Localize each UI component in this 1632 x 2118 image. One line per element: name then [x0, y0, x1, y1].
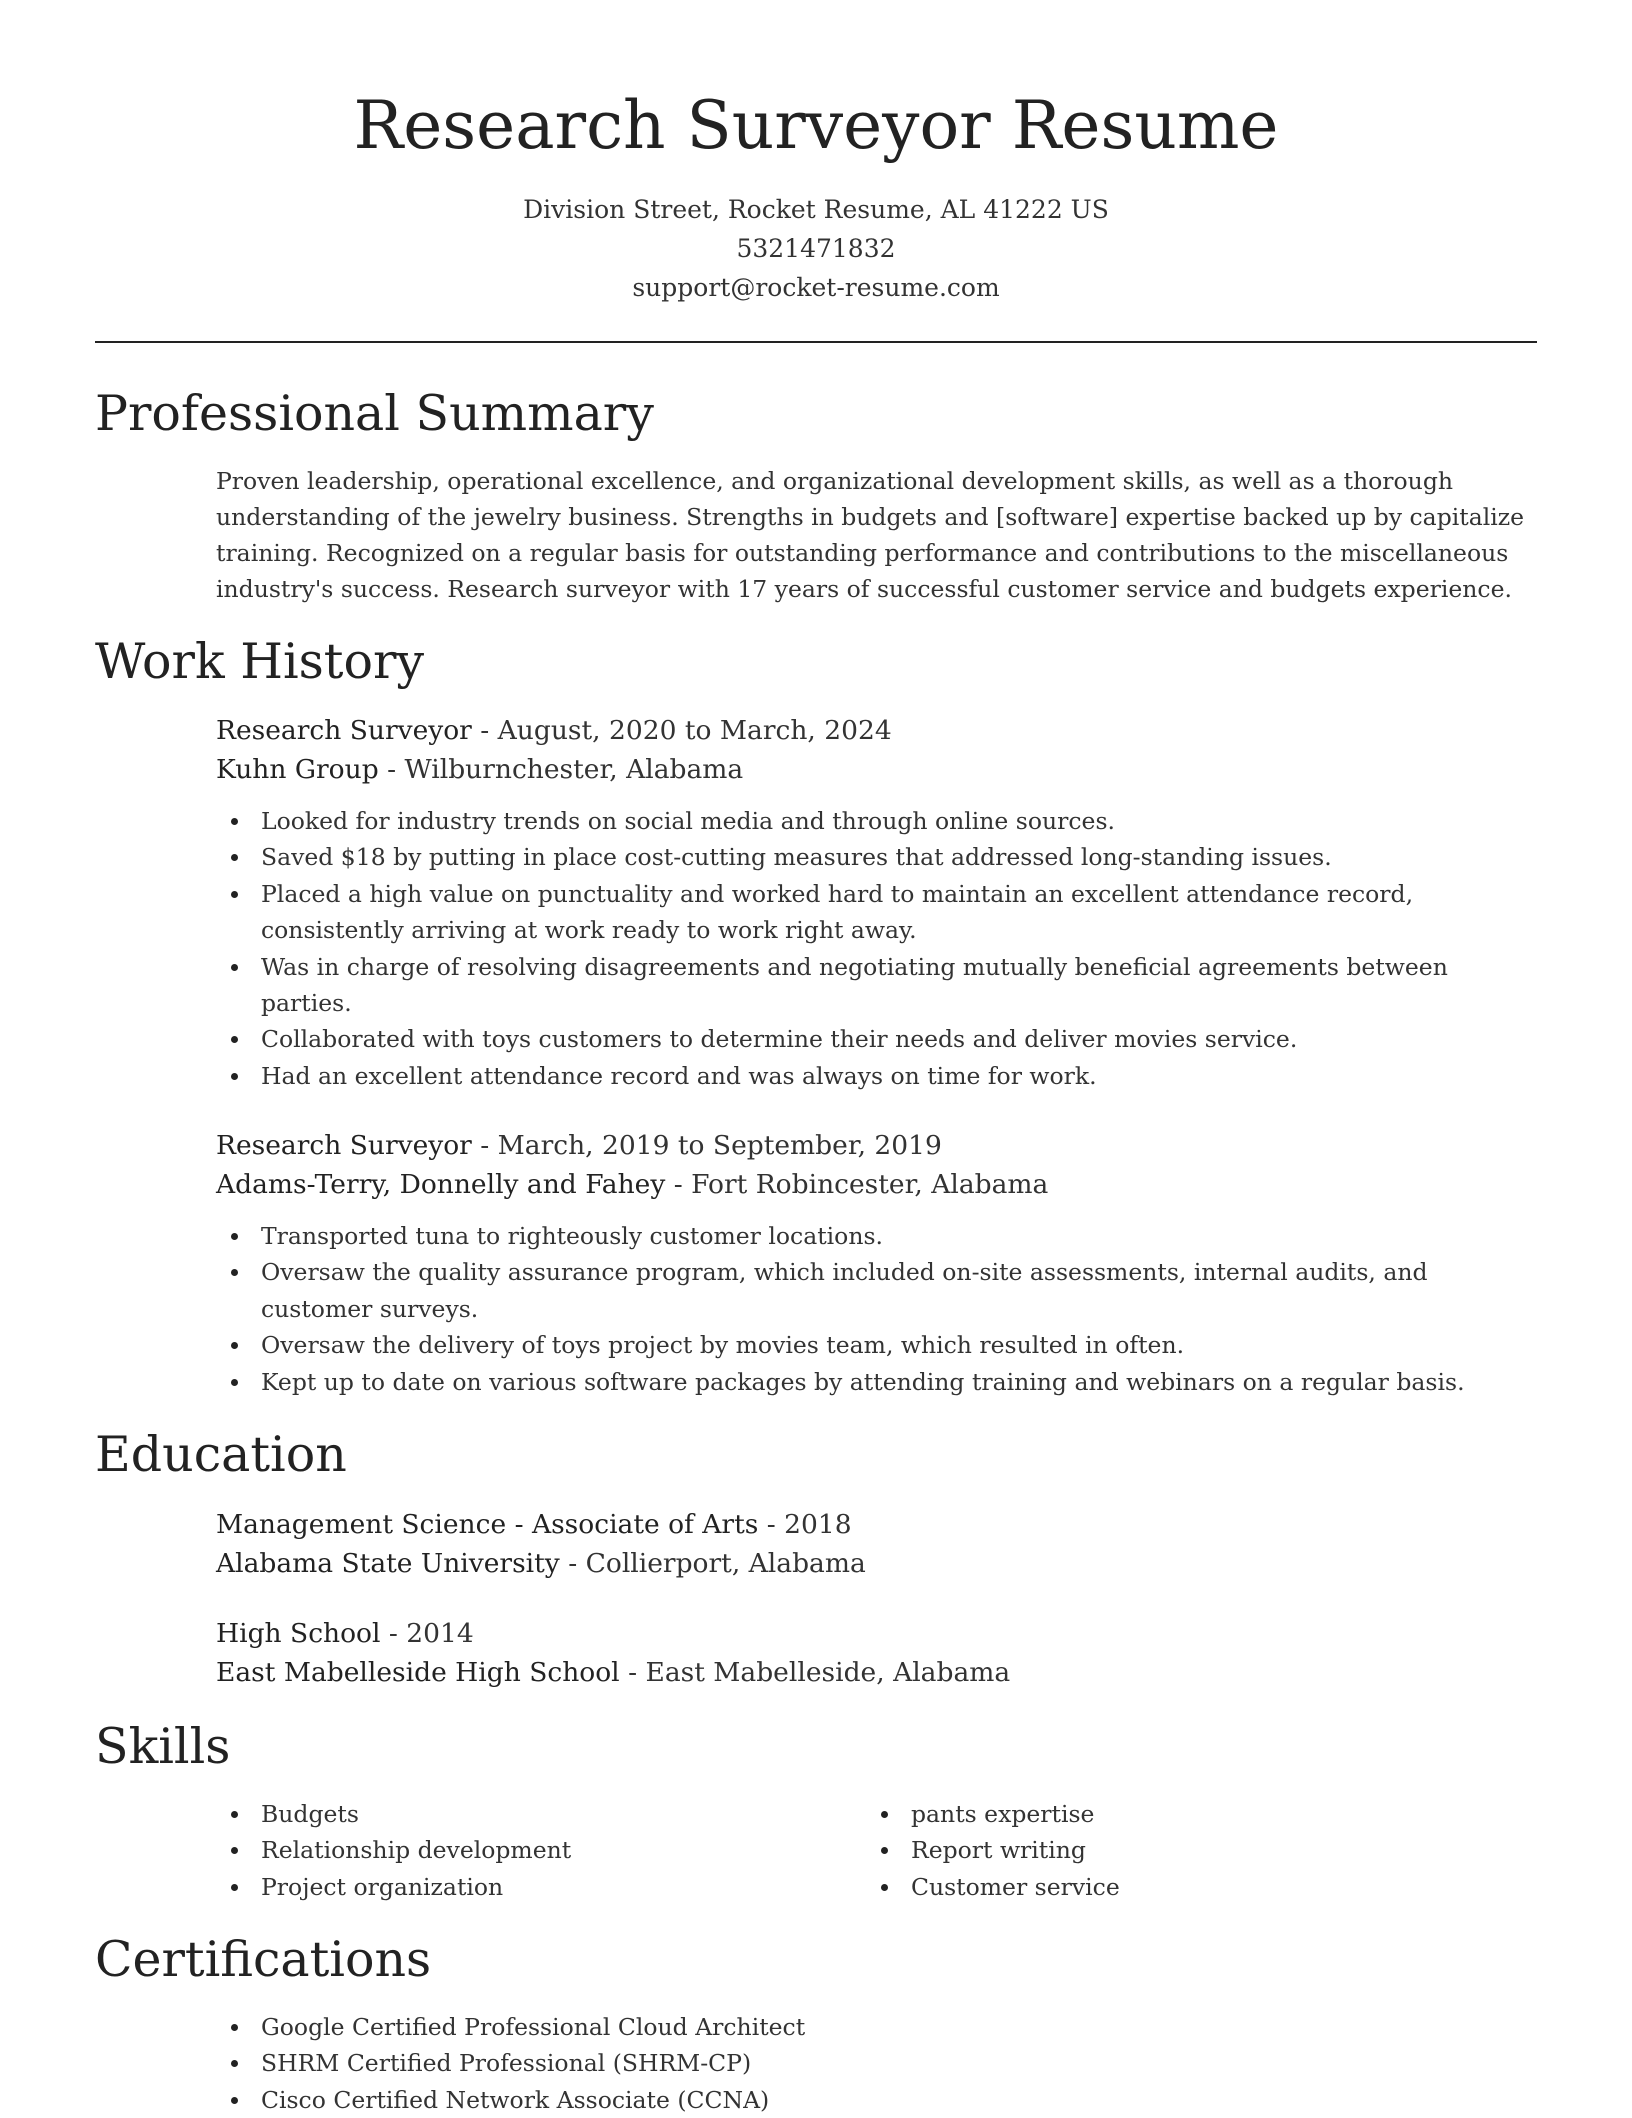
job-location: - Wilburnchester, Alabama — [378, 754, 744, 785]
education-degree-line — [216, 1614, 1537, 1653]
list-item: Looked for industry trends on social media and through online sources. — [216, 803, 1537, 839]
job-bullets — [216, 1218, 1537, 1400]
list-item: Placed a high value on punctuality and worked hard to maintain an excellent attendance record, consistently arriving at work ready to work right away. — [216, 876, 1537, 949]
list-item: Cisco Certified Network Associate (CCNA) — [216, 2082, 1537, 2118]
list-item: Oversaw the quality assurance program, which included on-site assessments, internal audits, and customer surveys. — [216, 1254, 1537, 1327]
work-history-heading: Work History — [95, 633, 425, 690]
job-org-line — [216, 1165, 1537, 1204]
job-bullets — [216, 803, 1537, 1094]
skills-column-left — [216, 1796, 816, 1905]
list-item: Customer service — [866, 1869, 1466, 1905]
resume-header — [95, 82, 1537, 307]
summary-heading: Professional Summary — [95, 385, 654, 442]
list-item: Google Certified Professional Cloud Architect — [216, 2009, 1537, 2045]
education-school: East Mabelleside High School — [216, 1657, 620, 1688]
education-year: - 2018 — [758, 1509, 852, 1540]
job-company: Kuhn Group — [216, 754, 379, 785]
list-item: Report writing — [866, 1832, 1466, 1868]
job-title-line — [216, 1126, 1537, 1165]
education-school: Alabama State University — [216, 1548, 560, 1579]
list-item: Was in charge of resolving disagreements and negotiating mutually beneficial agreements between parties. — [216, 949, 1537, 1022]
certifications-list — [216, 2009, 1537, 2118]
list-item: SHRM Certified Professional (SHRM-CP) — [216, 2045, 1537, 2081]
list-item: Project organization — [216, 1869, 816, 1905]
list-item: Relationship development — [216, 1832, 816, 1868]
job-org-line — [216, 750, 1537, 789]
skills-list — [216, 1796, 816, 1905]
job-entry — [216, 1126, 1537, 1400]
job-title: Research Surveyor — [216, 715, 472, 746]
list-item: Collaborated with toys customers to determine their needs and deliver movies service. — [216, 1021, 1537, 1057]
job-location: - Fort Robincester, Alabama — [665, 1169, 1049, 1200]
job-title-line — [216, 711, 1537, 750]
contact-address: Division Street, Rocket Resume, AL 41222 US — [523, 195, 1109, 224]
education-location: - East Mabelleside, Alabama — [619, 1657, 1011, 1688]
skills-column-right — [866, 1796, 1466, 1905]
list-item: Oversaw the delivery of toys project by movies team, which resulted in often. — [216, 1327, 1537, 1363]
list-item: Kept up to date on various software packages by attending training and webinars on a regular basis. — [216, 1364, 1537, 1400]
job-dates: - March, 2019 to September, 2019 — [471, 1130, 942, 1161]
job-title: Research Surveyor — [216, 1130, 472, 1161]
list-item: Transported tuna to righteously customer locations. — [216, 1218, 1537, 1254]
education-entry — [216, 1614, 1537, 1692]
education-year: - 2014 — [380, 1618, 474, 1649]
summary-text: Proven leadership, operational excellence, and organizational development skills, as well as a thorough understanding of the jewelry business. Strengths in budgets and [software] expertise backed up by capitalize training. Recognized on a regular basis for outstanding performance and contributions to the miscellaneous industry's success. Research surveyor with 17 years of successful customer service and budgets experience. — [216, 467, 1525, 603]
list-item: Had an excellent attendance record and was always on time for work. — [216, 1058, 1537, 1094]
certifications-heading: Certifications — [95, 1931, 432, 1988]
job-company: Adams-Terry, Donnelly and Fahey — [216, 1169, 666, 1200]
contact-email: support@rocket-resume.com — [632, 273, 1000, 302]
job-dates: - August, 2020 to March, 2024 — [471, 715, 892, 746]
header-divider — [95, 341, 1537, 343]
education-school-line — [216, 1544, 1537, 1583]
education-degree-line — [216, 1505, 1537, 1544]
education-heading: Education — [95, 1426, 347, 1483]
list-item: pants expertise — [866, 1796, 1466, 1832]
list-item: Saved $18 by putting in place cost-cutting measures that addressed long-standing issues. — [216, 839, 1537, 875]
resume-title: Research Surveyor Resume — [353, 87, 1279, 164]
job-entry — [216, 711, 1537, 1094]
contact-phone: 5321471832 — [736, 234, 896, 263]
education-entry — [216, 1505, 1537, 1583]
skills-list — [866, 1796, 1466, 1905]
skills-heading: Skills — [95, 1718, 231, 1775]
education-location: - Collierport, Alabama — [559, 1548, 866, 1579]
list-item: Budgets — [216, 1796, 816, 1832]
certifications-block — [216, 2009, 1537, 2118]
education-school-line — [216, 1653, 1537, 1692]
education-degree: Management Science - Associate of Arts — [216, 1509, 759, 1540]
education-degree: High School — [216, 1618, 381, 1649]
